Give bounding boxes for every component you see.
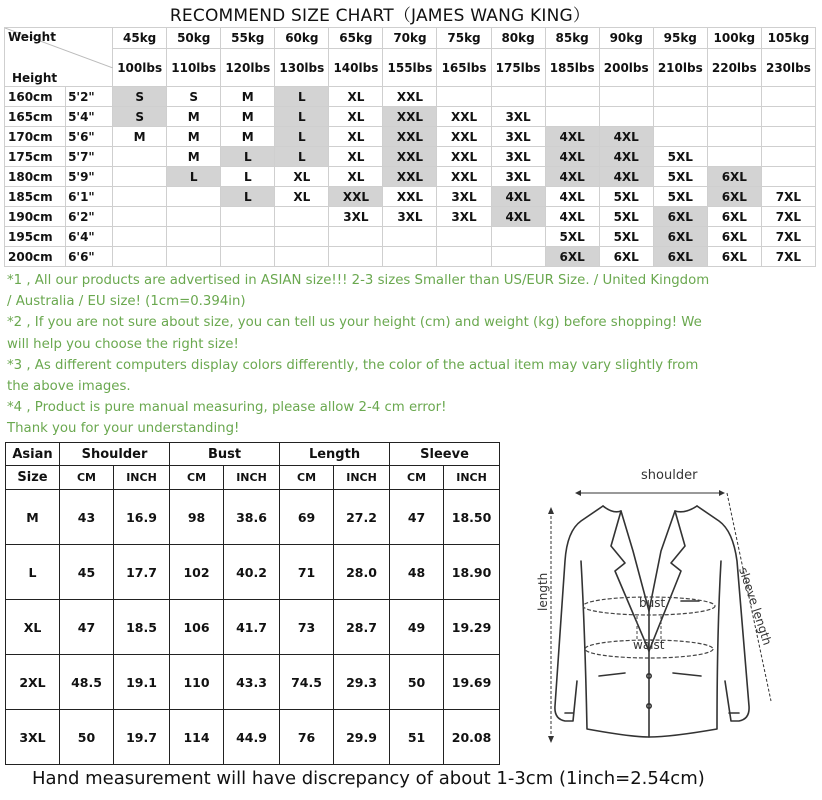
footer-note: Hand measurement will have discrepancy of about 1-3cm (1inch=2.54cm): [32, 768, 705, 789]
jacket-diagram: [521, 451, 781, 751]
size-cell: [383, 227, 437, 247]
measure-value: 29.9: [334, 710, 390, 765]
size-cell: XL: [275, 167, 329, 187]
height-cm: 190cm: [5, 207, 66, 227]
size-cell: 4XL: [599, 147, 653, 167]
measure-value: 28.0: [334, 545, 390, 600]
table-row: [6, 490, 500, 545]
weight-lbs-header: 210lbs: [653, 49, 707, 87]
waist-label: waist: [633, 638, 665, 652]
size-cell: [491, 227, 545, 247]
size-cell: [653, 87, 707, 107]
height-label: Height: [12, 71, 58, 85]
size-cell: 6XL: [707, 247, 761, 267]
weight-kg-header: 100kg: [707, 28, 761, 49]
size-cell: [113, 167, 167, 187]
measure-value: 114: [170, 710, 224, 765]
weight-kg-header: 70kg: [383, 28, 437, 49]
size-cell: 6XL: [653, 247, 707, 267]
height-cm: 200cm: [5, 247, 66, 267]
size-cell: L: [221, 187, 275, 207]
measure-value: 47: [60, 600, 114, 655]
size-cell: [383, 247, 437, 267]
measure-value: 45: [60, 545, 114, 600]
size-cell: 3XL: [491, 127, 545, 147]
size-cell: [275, 227, 329, 247]
measure-value: 69: [280, 490, 334, 545]
size-cell: [113, 227, 167, 247]
table-row: [6, 600, 500, 655]
unit-header: CM: [390, 466, 444, 490]
size-cell: XXL: [437, 167, 491, 187]
size-cell: 5XL: [545, 227, 599, 247]
weight-kg-header: 85kg: [545, 28, 599, 49]
notes: [7, 270, 817, 440]
height-inch: 6'4": [66, 227, 113, 247]
table-row: [5, 207, 816, 227]
size-cell: XXL: [329, 187, 383, 207]
measure-value: 106: [170, 600, 224, 655]
measure-group-row: [6, 443, 500, 466]
height-cm: 195cm: [5, 227, 66, 247]
size-cell: [761, 147, 815, 167]
bust-label: bust: [639, 596, 666, 610]
size-cell: [491, 87, 545, 107]
note-line: / Australia / EU size! (1cm=0.394in): [7, 294, 246, 310]
measure-value: 71: [280, 545, 334, 600]
unit-header: INCH: [444, 466, 500, 490]
size-cell: [761, 87, 815, 107]
measure-value: 74.5: [280, 655, 334, 710]
weight-kg-header: 80kg: [491, 28, 545, 49]
table-row: [5, 87, 816, 107]
size-cell: 7XL: [761, 247, 815, 267]
size-cell: [437, 247, 491, 267]
size-cell: XXL: [383, 187, 437, 207]
height-inch: 5'4": [66, 107, 113, 127]
table-row: [5, 107, 816, 127]
weight-kg-header: 105kg: [761, 28, 815, 49]
measure-value: 48.5: [60, 655, 114, 710]
unit-header: CM: [60, 466, 114, 490]
size-cell: XXL: [383, 147, 437, 167]
table-row: [5, 227, 816, 247]
size-cell: 4XL: [545, 127, 599, 147]
measure-group-header: Length: [280, 443, 390, 466]
size-cell: L: [275, 127, 329, 147]
size-cell: [599, 87, 653, 107]
size-cell: S: [167, 87, 221, 107]
note-line: will help you choose the right size!: [7, 336, 239, 352]
weight-lbs-header: 120lbs: [221, 49, 275, 87]
size-cell: XL: [329, 147, 383, 167]
measure-group-header: Shoulder: [60, 443, 170, 466]
size-cell: [221, 247, 275, 267]
height-inch: 5'9": [66, 167, 113, 187]
height-cm: 175cm: [5, 147, 66, 167]
height-cm: 185cm: [5, 187, 66, 207]
measure-value: 43: [60, 490, 114, 545]
size-cell: L: [221, 167, 275, 187]
size-cell: [707, 87, 761, 107]
measure-unit-row: [6, 466, 500, 490]
measure-value: 18.50: [444, 490, 500, 545]
size-cell: 6XL: [653, 207, 707, 227]
size-name: L: [6, 545, 60, 600]
measure-value: 28.7: [334, 600, 390, 655]
weight-lbs-header: 130lbs: [275, 49, 329, 87]
size-cell: M: [113, 127, 167, 147]
page-title: RECOMMEND SIZE CHART（JAMES WANG KING）: [169, 6, 591, 26]
measure-value: 50: [60, 710, 114, 765]
size-cell: [221, 227, 275, 247]
size-cell: [221, 207, 275, 227]
measure-value: 20.08: [444, 710, 500, 765]
size-cell: 4XL: [491, 207, 545, 227]
measure-value: 19.1: [114, 655, 170, 710]
asian-label: Asian: [6, 443, 60, 466]
size-cell: 3XL: [491, 167, 545, 187]
size-cell: L: [275, 147, 329, 167]
weight-lbs-row: [5, 49, 816, 87]
size-cell: 6XL: [707, 207, 761, 227]
size-cell: M: [221, 107, 275, 127]
measure-group-header: Bust: [170, 443, 280, 466]
height-cm: 165cm: [5, 107, 66, 127]
measure-value: 51: [390, 710, 444, 765]
length-label: length: [536, 572, 550, 611]
measure-value: 41.7: [224, 600, 280, 655]
size-cell: [329, 227, 383, 247]
size-cell: 7XL: [761, 187, 815, 207]
size-cell: 3XL: [491, 107, 545, 127]
height-inch: 5'2": [66, 87, 113, 107]
unit-header: CM: [280, 466, 334, 490]
size-name: 3XL: [6, 710, 60, 765]
measure-value: 98: [170, 490, 224, 545]
table-row: [6, 655, 500, 710]
size-cell: [437, 87, 491, 107]
size-cell: 3XL: [329, 207, 383, 227]
size-cell: XL: [329, 127, 383, 147]
size-cell: 3XL: [437, 187, 491, 207]
weight-kg-header: 55kg: [221, 28, 275, 49]
size-cell: [761, 107, 815, 127]
size-cell: 7XL: [761, 207, 815, 227]
size-cell: 5XL: [599, 227, 653, 247]
size-cell: XL: [329, 107, 383, 127]
height-inch: 5'7": [66, 147, 113, 167]
height-inch: 6'1": [66, 187, 113, 207]
size-cell: [653, 107, 707, 127]
weight-kg-header: 75kg: [437, 28, 491, 49]
weight-lbs-header: 230lbs: [761, 49, 815, 87]
size-cell: [275, 207, 329, 227]
measure-group-header: Sleeve: [390, 443, 500, 466]
weight-kg-header: 95kg: [653, 28, 707, 49]
measure-value: 27.2: [334, 490, 390, 545]
measure-value: 18.90: [444, 545, 500, 600]
measure-value: 40.2: [224, 545, 280, 600]
sleeve-length-label: sleeve length: [736, 565, 775, 647]
size-cell: M: [221, 87, 275, 107]
size-cell: XXL: [437, 107, 491, 127]
size-cell: [167, 247, 221, 267]
height-cm: 160cm: [5, 87, 66, 107]
size-cell: XXL: [437, 127, 491, 147]
size-cell: 4XL: [545, 147, 599, 167]
table-row: [5, 187, 816, 207]
height-inch: 6'6": [66, 247, 113, 267]
size-cell: [545, 87, 599, 107]
note-line: *2 , If you are not sure about size, you can tell us your height (cm) and weight (kg) before shopping! We: [7, 315, 702, 331]
table-row: [5, 247, 816, 267]
size-cell: M: [167, 107, 221, 127]
table-row: [6, 545, 500, 600]
height-inch: 5'6": [66, 127, 113, 147]
size-cell: [113, 247, 167, 267]
size-cell: [167, 187, 221, 207]
size-cell: L: [275, 87, 329, 107]
size-cell: 5XL: [653, 187, 707, 207]
unit-header: INCH: [114, 466, 170, 490]
size-cell: XXL: [383, 167, 437, 187]
size-cell: 6XL: [707, 167, 761, 187]
size-name: XL: [6, 600, 60, 655]
weight-lbs-header: 165lbs: [437, 49, 491, 87]
size-cell: M: [167, 147, 221, 167]
measure-value: 50: [390, 655, 444, 710]
size-cell: L: [167, 167, 221, 187]
note-line: *3 , As different computers display colors differently, the color of the actual item may vary slightly from: [7, 357, 699, 373]
size-cell: 4XL: [599, 127, 653, 147]
note-line: the above images.: [7, 379, 131, 395]
measure-value: 19.69: [444, 655, 500, 710]
size-cell: 4XL: [545, 167, 599, 187]
recommend-size-table: [4, 27, 816, 267]
height-cm: 180cm: [5, 167, 66, 187]
size-cell: 5XL: [653, 147, 707, 167]
size-cell: [761, 127, 815, 147]
size-cell: [329, 247, 383, 267]
measure-value: 47: [390, 490, 444, 545]
weight-lbs-header: 110lbs: [167, 49, 221, 87]
size-name: M: [6, 490, 60, 545]
weight-kg-header: 65kg: [329, 28, 383, 49]
size-cell: [707, 107, 761, 127]
size-cell: XXL: [383, 87, 437, 107]
weight-lbs-header: 220lbs: [707, 49, 761, 87]
size-cell: XXL: [437, 147, 491, 167]
measurement-table: [5, 442, 500, 765]
size-cell: [545, 107, 599, 127]
table-row: [6, 710, 500, 765]
weight-kg-header: 60kg: [275, 28, 329, 49]
note-line: *1 , All our products are advertised in ASIAN size!!! 2-3 sizes Smaller than US/EUR Size. / United Kingdom: [7, 273, 710, 288]
unit-header: INCH: [224, 466, 280, 490]
note-line: *4 , Product is pure manual measuring, please allow 2-4 cm error!: [7, 400, 447, 416]
size-cell: XXL: [383, 107, 437, 127]
measure-value: 102: [170, 545, 224, 600]
measure-value: 19.7: [114, 710, 170, 765]
size-name: 2XL: [6, 655, 60, 710]
size-cell: 4XL: [599, 167, 653, 187]
size-cell: [599, 107, 653, 127]
size-cell: 4XL: [491, 187, 545, 207]
size-cell: 3XL: [437, 207, 491, 227]
size-cell: 5XL: [653, 167, 707, 187]
size-cell: 7XL: [761, 227, 815, 247]
measure-value: 44.9: [224, 710, 280, 765]
measure-value: 48: [390, 545, 444, 600]
size-cell: [707, 127, 761, 147]
size-cell: [113, 187, 167, 207]
table-row: [5, 127, 816, 147]
size-cell: L: [221, 147, 275, 167]
weight-lbs-header: 100lbs: [113, 49, 167, 87]
weight-lbs-header: 140lbs: [329, 49, 383, 87]
size-cell: XL: [275, 187, 329, 207]
table-row: [5, 147, 816, 167]
measure-value: 49: [390, 600, 444, 655]
weight-kg-header: 50kg: [167, 28, 221, 49]
unit-header: CM: [170, 466, 224, 490]
table-row: [5, 167, 816, 187]
size-cell: XXL: [383, 127, 437, 147]
measure-value: 18.5: [114, 600, 170, 655]
weight-lbs-header: 200lbs: [599, 49, 653, 87]
measure-value: 16.9: [114, 490, 170, 545]
note-line: Thank you for your understanding!: [7, 421, 240, 437]
size-cell: XL: [329, 167, 383, 187]
size-cell: [491, 247, 545, 267]
size-cell: 6XL: [707, 187, 761, 207]
measure-value: 17.7: [114, 545, 170, 600]
size-cell: [707, 147, 761, 167]
size-cell: 6XL: [707, 227, 761, 247]
size-cell: XL: [329, 87, 383, 107]
shoulder-label: shoulder: [641, 468, 698, 483]
size-cell: [113, 207, 167, 227]
size-cell: [113, 147, 167, 167]
size-cell: 4XL: [545, 187, 599, 207]
size-cell: 4XL: [545, 207, 599, 227]
height-cm: 170cm: [5, 127, 66, 147]
size-cell: M: [221, 127, 275, 147]
weight-lbs-header: 185lbs: [545, 49, 599, 87]
size-cell: 3XL: [383, 207, 437, 227]
measure-value: 73: [280, 600, 334, 655]
size-cell: 3XL: [491, 147, 545, 167]
size-cell: [653, 127, 707, 147]
size-cell: [167, 227, 221, 247]
size-cell: 6XL: [599, 247, 653, 267]
size-cell: 6XL: [653, 227, 707, 247]
weight-label: Weight: [8, 30, 56, 44]
measure-value: 29.3: [334, 655, 390, 710]
size-cell: S: [113, 87, 167, 107]
size-cell: [167, 207, 221, 227]
size-cell: [761, 167, 815, 187]
weight-lbs-header: 175lbs: [491, 49, 545, 87]
measure-value: 76: [280, 710, 334, 765]
size-cell: M: [167, 127, 221, 147]
weight-height-corner: [5, 28, 113, 87]
measure-value: 19.29: [444, 600, 500, 655]
weight-kg-header: 45kg: [113, 28, 167, 49]
weight-kg-header: 90kg: [599, 28, 653, 49]
measure-value: 38.6: [224, 490, 280, 545]
size-cell: L: [275, 107, 329, 127]
measure-value: 110: [170, 655, 224, 710]
height-inch: 6'2": [66, 207, 113, 227]
unit-header: INCH: [334, 466, 390, 490]
size-cell: [275, 247, 329, 267]
size-cell: 5XL: [599, 207, 653, 227]
size-cell: [437, 227, 491, 247]
weight-kg-row: [5, 28, 816, 49]
size-label: Size: [6, 466, 60, 490]
measure-value: 43.3: [224, 655, 280, 710]
size-cell: 6XL: [545, 247, 599, 267]
weight-lbs-header: 155lbs: [383, 49, 437, 87]
size-cell: S: [113, 107, 167, 127]
size-cell: 5XL: [599, 187, 653, 207]
